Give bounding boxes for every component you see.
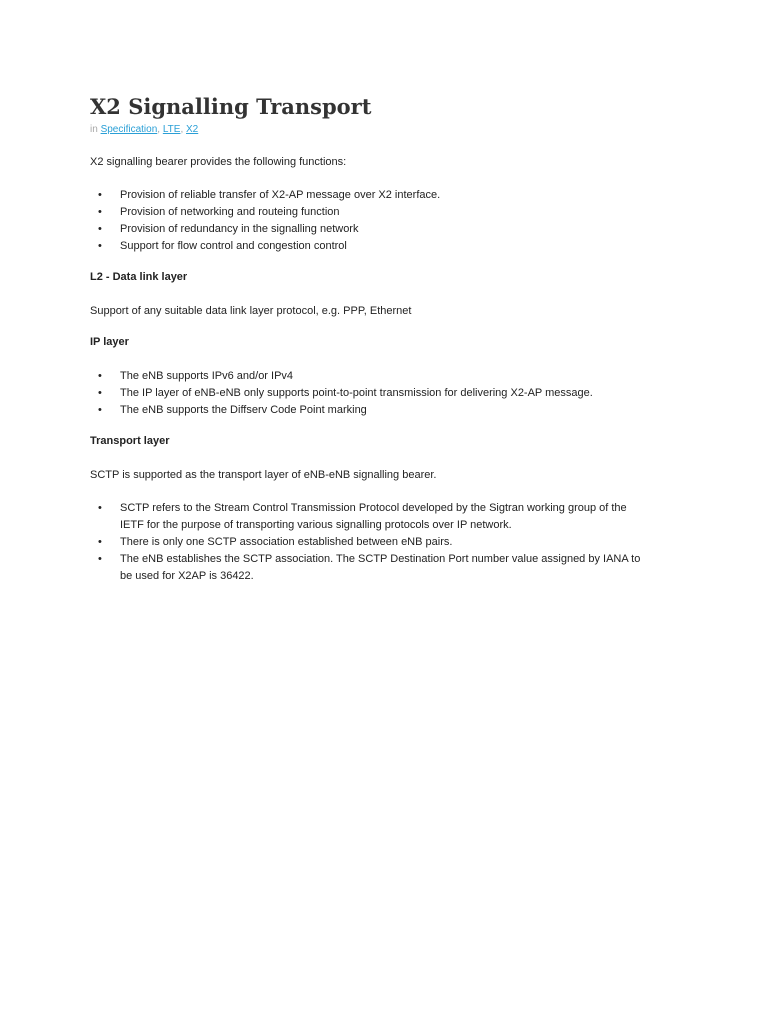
meta-prefix: in	[90, 124, 98, 135]
list-item	[90, 402, 670, 419]
list-item-text: The eNB supports IPv6 and/or IPv4	[120, 370, 294, 382]
list-item-text-line: SCTP refers to the Stream Control Transmission Protocol developed by the Sigtran working group of the	[120, 502, 627, 514]
bullet-icon: •	[98, 206, 102, 218]
article-meta	[90, 124, 198, 135]
tag-link-specification[interactable]: Specification	[100, 124, 158, 135]
transport-paragraph: SCTP is supported as the transport layer of eNB-eNB signalling bearer.	[90, 469, 437, 481]
list-item-text: Support for flow control and congestion control	[120, 240, 347, 252]
list-item	[90, 534, 670, 551]
section-heading-transport: Transport layer	[90, 435, 170, 447]
bullet-icon: •	[98, 223, 102, 235]
bullet-icon: •	[98, 370, 102, 382]
bullet-icon: •	[98, 240, 102, 252]
l2-paragraph: Support of any suitable data link layer protocol, e.g. PPP, Ethernet	[90, 305, 412, 317]
list-item	[90, 368, 670, 385]
transport-list	[90, 500, 670, 585]
list-item-text-line: There is only one SCTP association established between eNB pairs.	[120, 536, 453, 548]
tag-link-x2[interactable]: X2	[186, 124, 199, 135]
section-heading-ip: IP layer	[90, 336, 129, 348]
list-item-text-line: The eNB establishes the SCTP association. The SCTP Destination Port number value assigned by IANA to	[120, 553, 641, 565]
page-title: X2 Signalling Transport	[90, 94, 372, 119]
tag-separator: ,	[180, 124, 184, 135]
bullet-icon: •	[98, 404, 102, 416]
list-item	[90, 385, 670, 402]
list-item-text-line: IETF for the purpose of transporting various signalling protocols over IP network.	[120, 519, 512, 531]
list-item-text: Provision of networking and routeing function	[120, 206, 340, 218]
list-item	[90, 551, 670, 585]
bullet-icon: •	[98, 387, 102, 399]
list-item	[90, 204, 670, 221]
bullet-icon: •	[98, 553, 102, 565]
list-item	[90, 187, 670, 204]
section-heading-l2: L2 - Data link layer	[90, 271, 188, 283]
bullet-icon: •	[98, 189, 102, 201]
list-item-text: Provision of redundancy in the signalling network	[120, 223, 359, 235]
list-item-text-line: be used for X2AP is 36422.	[120, 570, 254, 582]
list-item-text: The eNB supports the Diffserv Code Point marking	[120, 404, 367, 416]
list-item	[90, 221, 670, 238]
tag-link-lte[interactable]: LTE	[162, 124, 181, 135]
list-item-text: Provision of reliable transfer of X2-AP message over X2 interface.	[120, 189, 441, 201]
list-item	[90, 238, 670, 255]
bullet-icon: •	[98, 536, 102, 548]
intro-paragraph: X2 signalling bearer provides the following functions:	[90, 156, 347, 168]
list-item-text: The IP layer of eNB-eNB only supports point-to-point transmission for delivering X2-AP message.	[120, 387, 593, 399]
tag-separator: ,	[157, 124, 161, 135]
bullet-icon: •	[98, 502, 102, 514]
ip-list	[90, 368, 670, 419]
functions-list	[90, 187, 670, 255]
list-item	[90, 500, 670, 534]
